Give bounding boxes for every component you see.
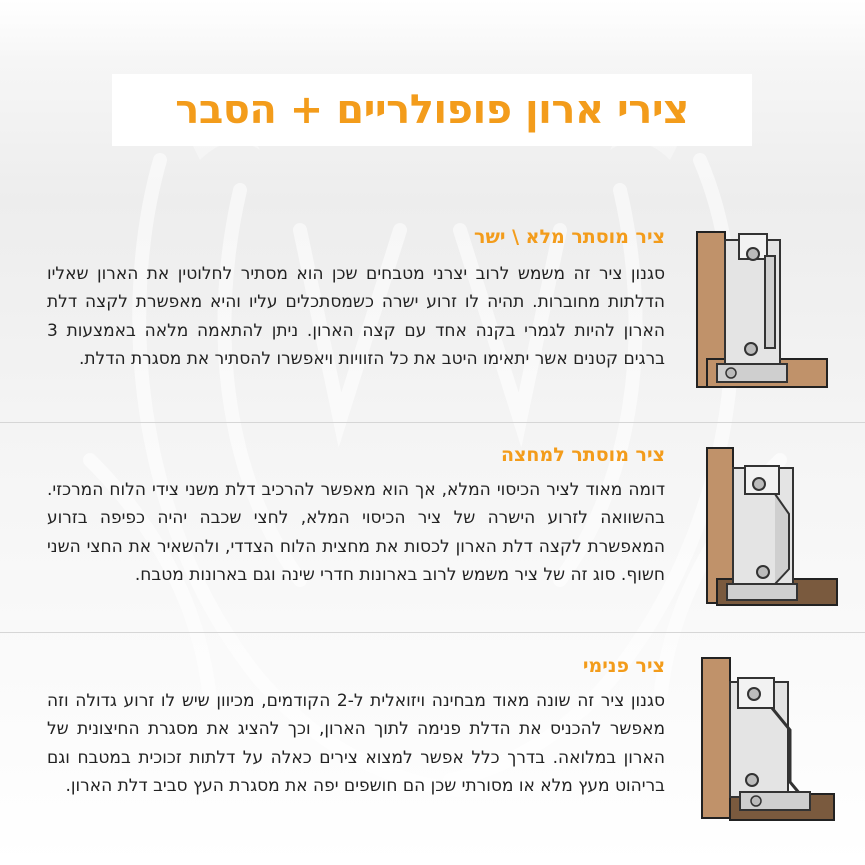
section-divider	[0, 632, 865, 633]
full-overlay-hinge-icon	[695, 224, 835, 404]
section-body-inset: סגנון ציר זה שונה מאוד מבחינה ויזואלית ל-2 הקודמים, מכיוון שיש לו זרוע גדולה וזה מאפשר להכניס את הדלת פנימה לתוך הארון, וכך להציג את מסגרת החיצונית של הארון במלואה. בדרך כלל אפשר למצוא צירים כאלה על דלתות זכוכית במטבח וגם בריהוט מעץ מלא או מסורתי שכן הם חושפים יפה את מסגרת העץ סביב דלת הארון.	[47, 691, 666, 797]
inset-hinge-icon	[700, 652, 840, 832]
page-title: צירי ארון פופולריים + הסבר	[175, 87, 689, 133]
section-heading-inset: ציר פנימי	[582, 655, 665, 677]
section-heading-half-overlay: ציר מוסתר למחצה	[500, 444, 665, 466]
section-body-half-overlay: דומה מאוד לציר הכיסוי המלא, אך הוא מאפשר להרכיב דלת משני צידי הלוח המרכזי. בהשוואה לזרוע הישרה של ציר הכיסוי המלא, לחצי שכבה יהיה כפיפה בזרוע המאפשרת לקצה דלת הארון לכסות את מחצית הלוח הצדדי, ולהשאיר את החצי השני חשוף. סוג זה של ציר משמש לרוב בארונות חדרי שינה וגם בארונות מטבח.	[47, 480, 665, 586]
section-heading-full-overlay: ציר מוסתר מלא \ ישר	[474, 226, 665, 248]
section-divider	[0, 422, 865, 423]
half-overlay-hinge-icon	[705, 444, 845, 619]
title-banner	[112, 74, 752, 146]
section-body-full-overlay: סגנון ציר זה משמש לרוב יצרני מטבחים שכן הוא מסתיר לחלוטין את הארון שאליו הדלתות מחוברות. תהיה לו זרוע ישרה כשמסתכלים עליו והיא מאפשרת לקצה דלת הארון להיות לגמרי בקנה אחד עם קצה הארון. ניתן להתאמה מלאה באמצעות 3 ברגים קטנים אשר יתאימו היטב את כל הזוויות ויאפשרו להסתיר את מסגרת הדלת.	[47, 264, 665, 370]
